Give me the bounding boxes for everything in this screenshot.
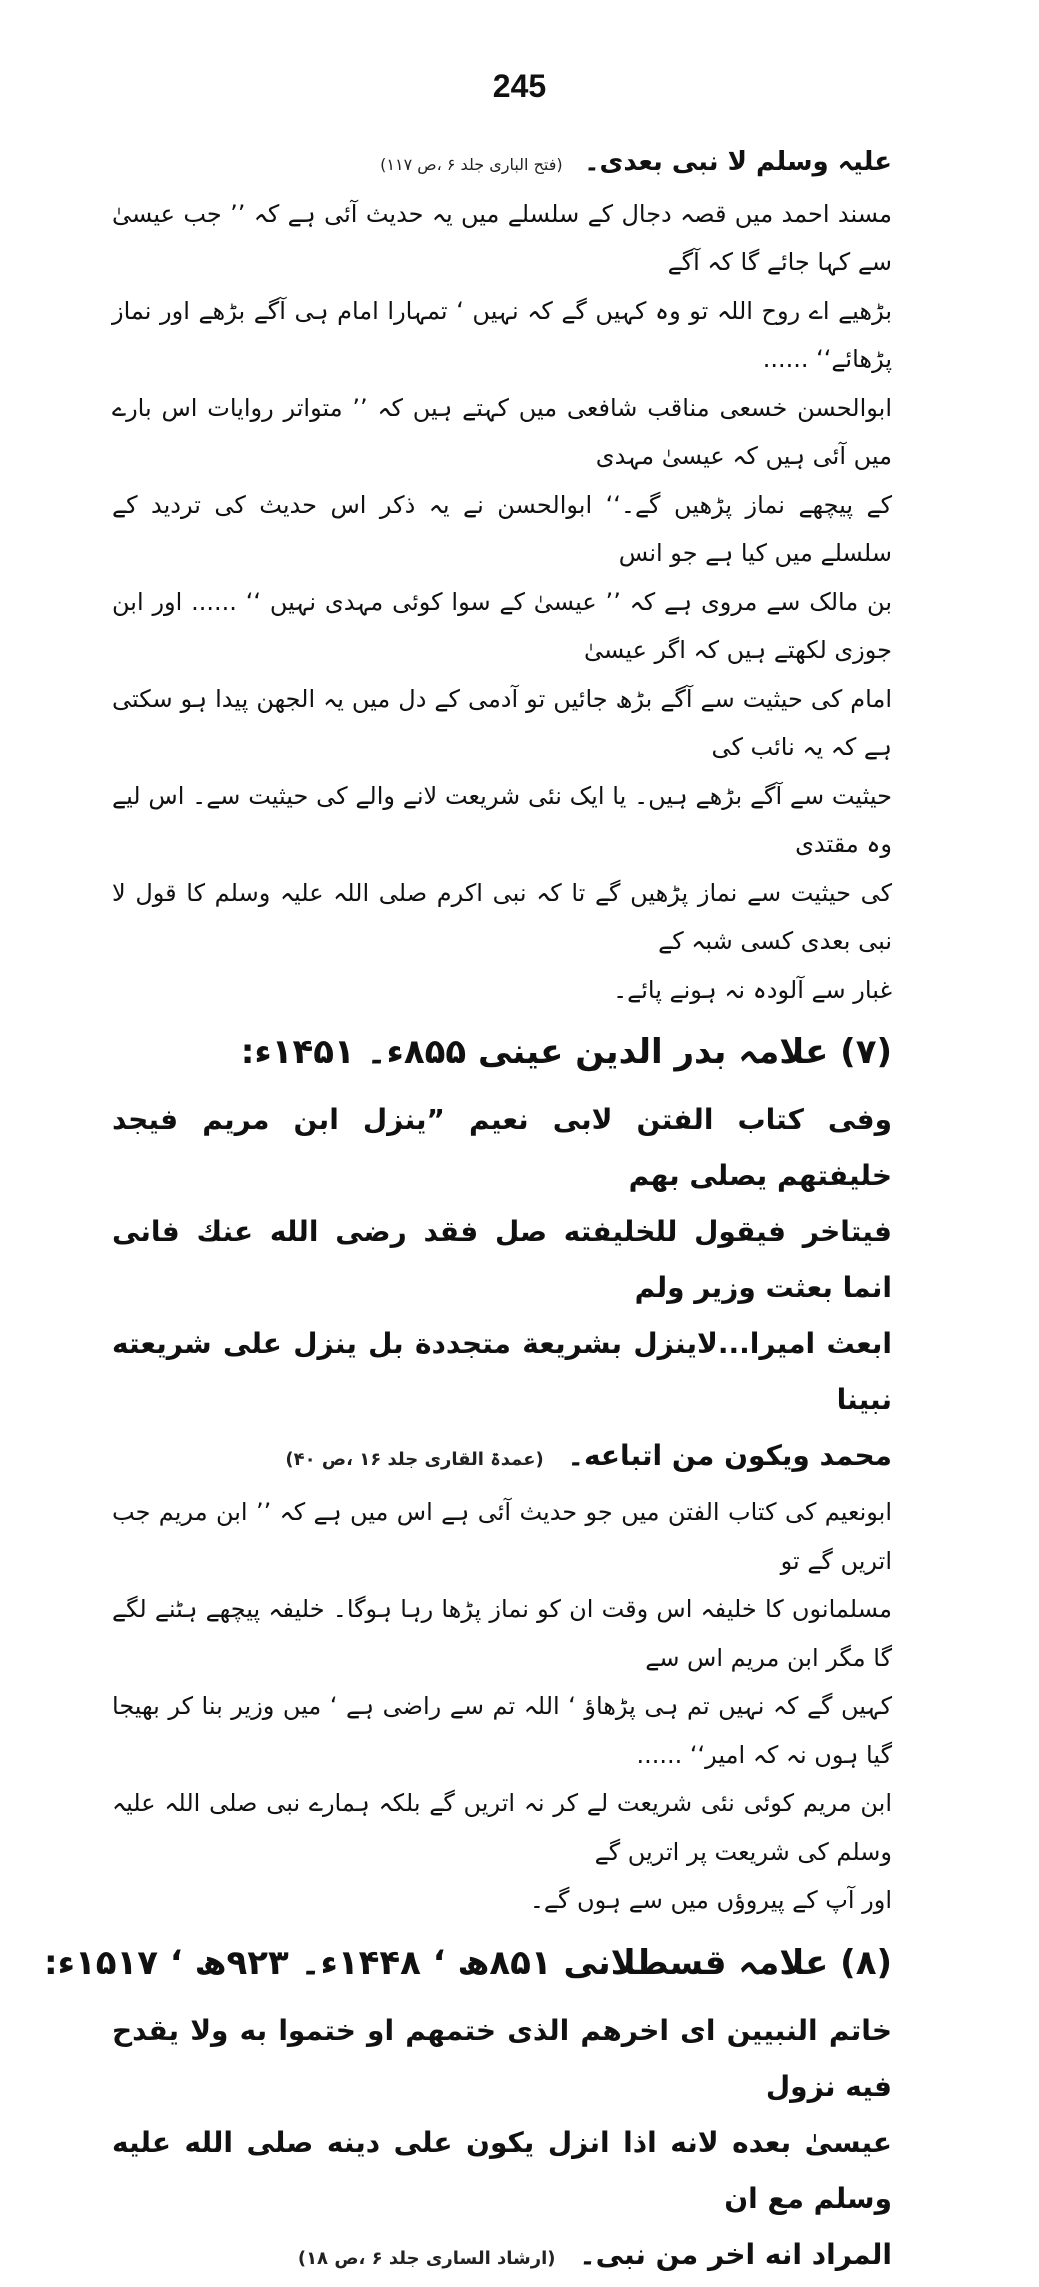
paragraph-line: بڑھیے اے روح اللہ تو وہ کہیں گے کہ نہیں ‘ تمہارا امام ہی آگے بڑھے اور نماز پڑھائے‘‘ ......: [112, 296, 892, 373]
translation-line: ابن مریم کوئی نئی شریعت لے کر نہ اتریں گے بلکہ ہمارے نبی صلی اللہ علیہ وسلم کی شریعت پر اتریں گے: [112, 1789, 892, 1866]
translation-line: اور آپ کے پیروؤں میں سے ہوں گے۔: [529, 1886, 892, 1914]
citation-fath-al-bari: (فتح الباری جلد ۶ ،ص ۱۱۷): [380, 155, 563, 174]
arabic-quote-line: ابعث امیرا...لاینزل بشریعة متجددة بل ینزل علی شریعته نبینا: [112, 1327, 892, 1416]
arabic-quote-ending-line: [112, 2227, 892, 2287]
arabic-quote-ending: محمد ویکون من اتباعه۔: [567, 1439, 892, 1472]
arabic-quote-ending: المراد انه اخر من نبی۔: [579, 2237, 892, 2271]
quote-ending-line: [112, 138, 892, 190]
arabic-quote-line: عیسیٰ بعده لانه اذا انزل یکون علی دینه صلی الله علیه وسلم مع ان: [112, 2125, 892, 2215]
paragraph-line: مسند احمد میں قصہ دجال کے سلسلے میں یہ حدیث آئی ہے کہ ’’ جب عیسیٰ سے کہا جائے گا کہ آگے: [112, 199, 892, 276]
page-number: 245: [492, 68, 547, 104]
translation-line: مسلمانوں کا خلیفہ اس وقت ان کو نماز پڑھا رہا ہوگا۔ خلیفہ پیچھے ہٹنے لگے گا مگر ابن مریم اس سے: [112, 1595, 892, 1672]
translation-line: کہیں گے کہ نہیں تم ہی پڑھاؤ ‘ اللہ تم سے راضی ہے ‘ میں وزیر بنا کر بھیجا گیا ہوں نہ کہ امیر‘‘ ......: [112, 1692, 892, 1769]
translation-line: ابونعیم کی کتاب الفتن میں جو حدیث آئی ہے اس میں ہے کہ ’’ ابن مریم جب اتریں گے تو: [112, 1498, 892, 1575]
paragraph-line: کے پیچھے نماز پڑھیں گے۔‘‘ ابوالحسن نے یہ ذکر اس حدیث کی تردید کے سلسلے میں کیا ہے جو انس: [112, 490, 892, 567]
page-content: [44, 138, 892, 2287]
section-heading-8: (۸) علامہ قسطلانی ۸۵۱ھ ‘ ۱۴۴۸ء۔ ۹۲۳ھ ‘ ۱۵۱۷ء:: [44, 1942, 892, 1983]
arabic-quote-line: وفی کتاب الفتن لابی نعیم ”ینزل ابن مریم فیجد خلیفتهم یصلی بهم: [112, 1103, 892, 1192]
citation-umdat-al-qari: (عمدۃ القاری جلد ۱۶ ،ص ۴۰): [285, 1449, 544, 1470]
paragraph-line: بن مالک سے مروی ہے کہ ’’ عیسیٰ کے سوا کوئی مہدی نہیں ‘‘ ...... اور ابن جوزی لکھتے ہیں کہ اگر عیسیٰ: [112, 587, 892, 664]
arabic-quote-line: فیتاخر فیقول للخلیفته صل فقد رضی الله عنك فانی انما بعثت وزیر ولم: [112, 1215, 892, 1304]
paragraph-line: ابوالحسن خسعی مناقب شافعی میں کہتے ہیں کہ ’’ متواتر روایات اس بارے میں آئی ہیں کہ عیسیٰ مہدی: [112, 393, 892, 470]
section-heading-7: (۷) علامہ بدر الدین عینی ۸۵۵ء۔ ۱۴۵۱ء:: [240, 1032, 892, 1072]
arabic-quote-ending: علیہ وسلم لا نبی بعدی۔: [584, 147, 892, 177]
citation-irshad-al-sari: (ارشاد الساری جلد ۶ ،ص ۱۸): [297, 2247, 556, 2269]
arabic-quote-line: خاتم النبیین ای اخرهم الذی ختمهم او ختموا به ولا یقدح فیه نزول: [112, 2013, 892, 2103]
arabic-quote-ending-line: [112, 1428, 892, 1488]
paragraph-line: غبار سے آلودہ نہ ہونے پائے۔: [613, 975, 892, 1004]
paragraph-line: حیثیت سے آگے بڑھے ہیں۔ یا ایک نئی شریعت لانے والے کی حیثیت سے۔ اس لیے وہ مقتدی: [112, 781, 892, 858]
paragraph-line: امام کی حیثیت سے آگے بڑھ جائیں تو آدمی کے دل میں یہ الجھن پیدا ہو سکتی ہے کہ یہ نائب کی: [112, 684, 892, 761]
paragraph-line: کی حیثیت سے نماز پڑھیں گے تا کہ نبی اکرم صلی اللہ علیہ وسلم کا قول لا نبی بعدی کسی شبہ کے: [112, 878, 892, 955]
